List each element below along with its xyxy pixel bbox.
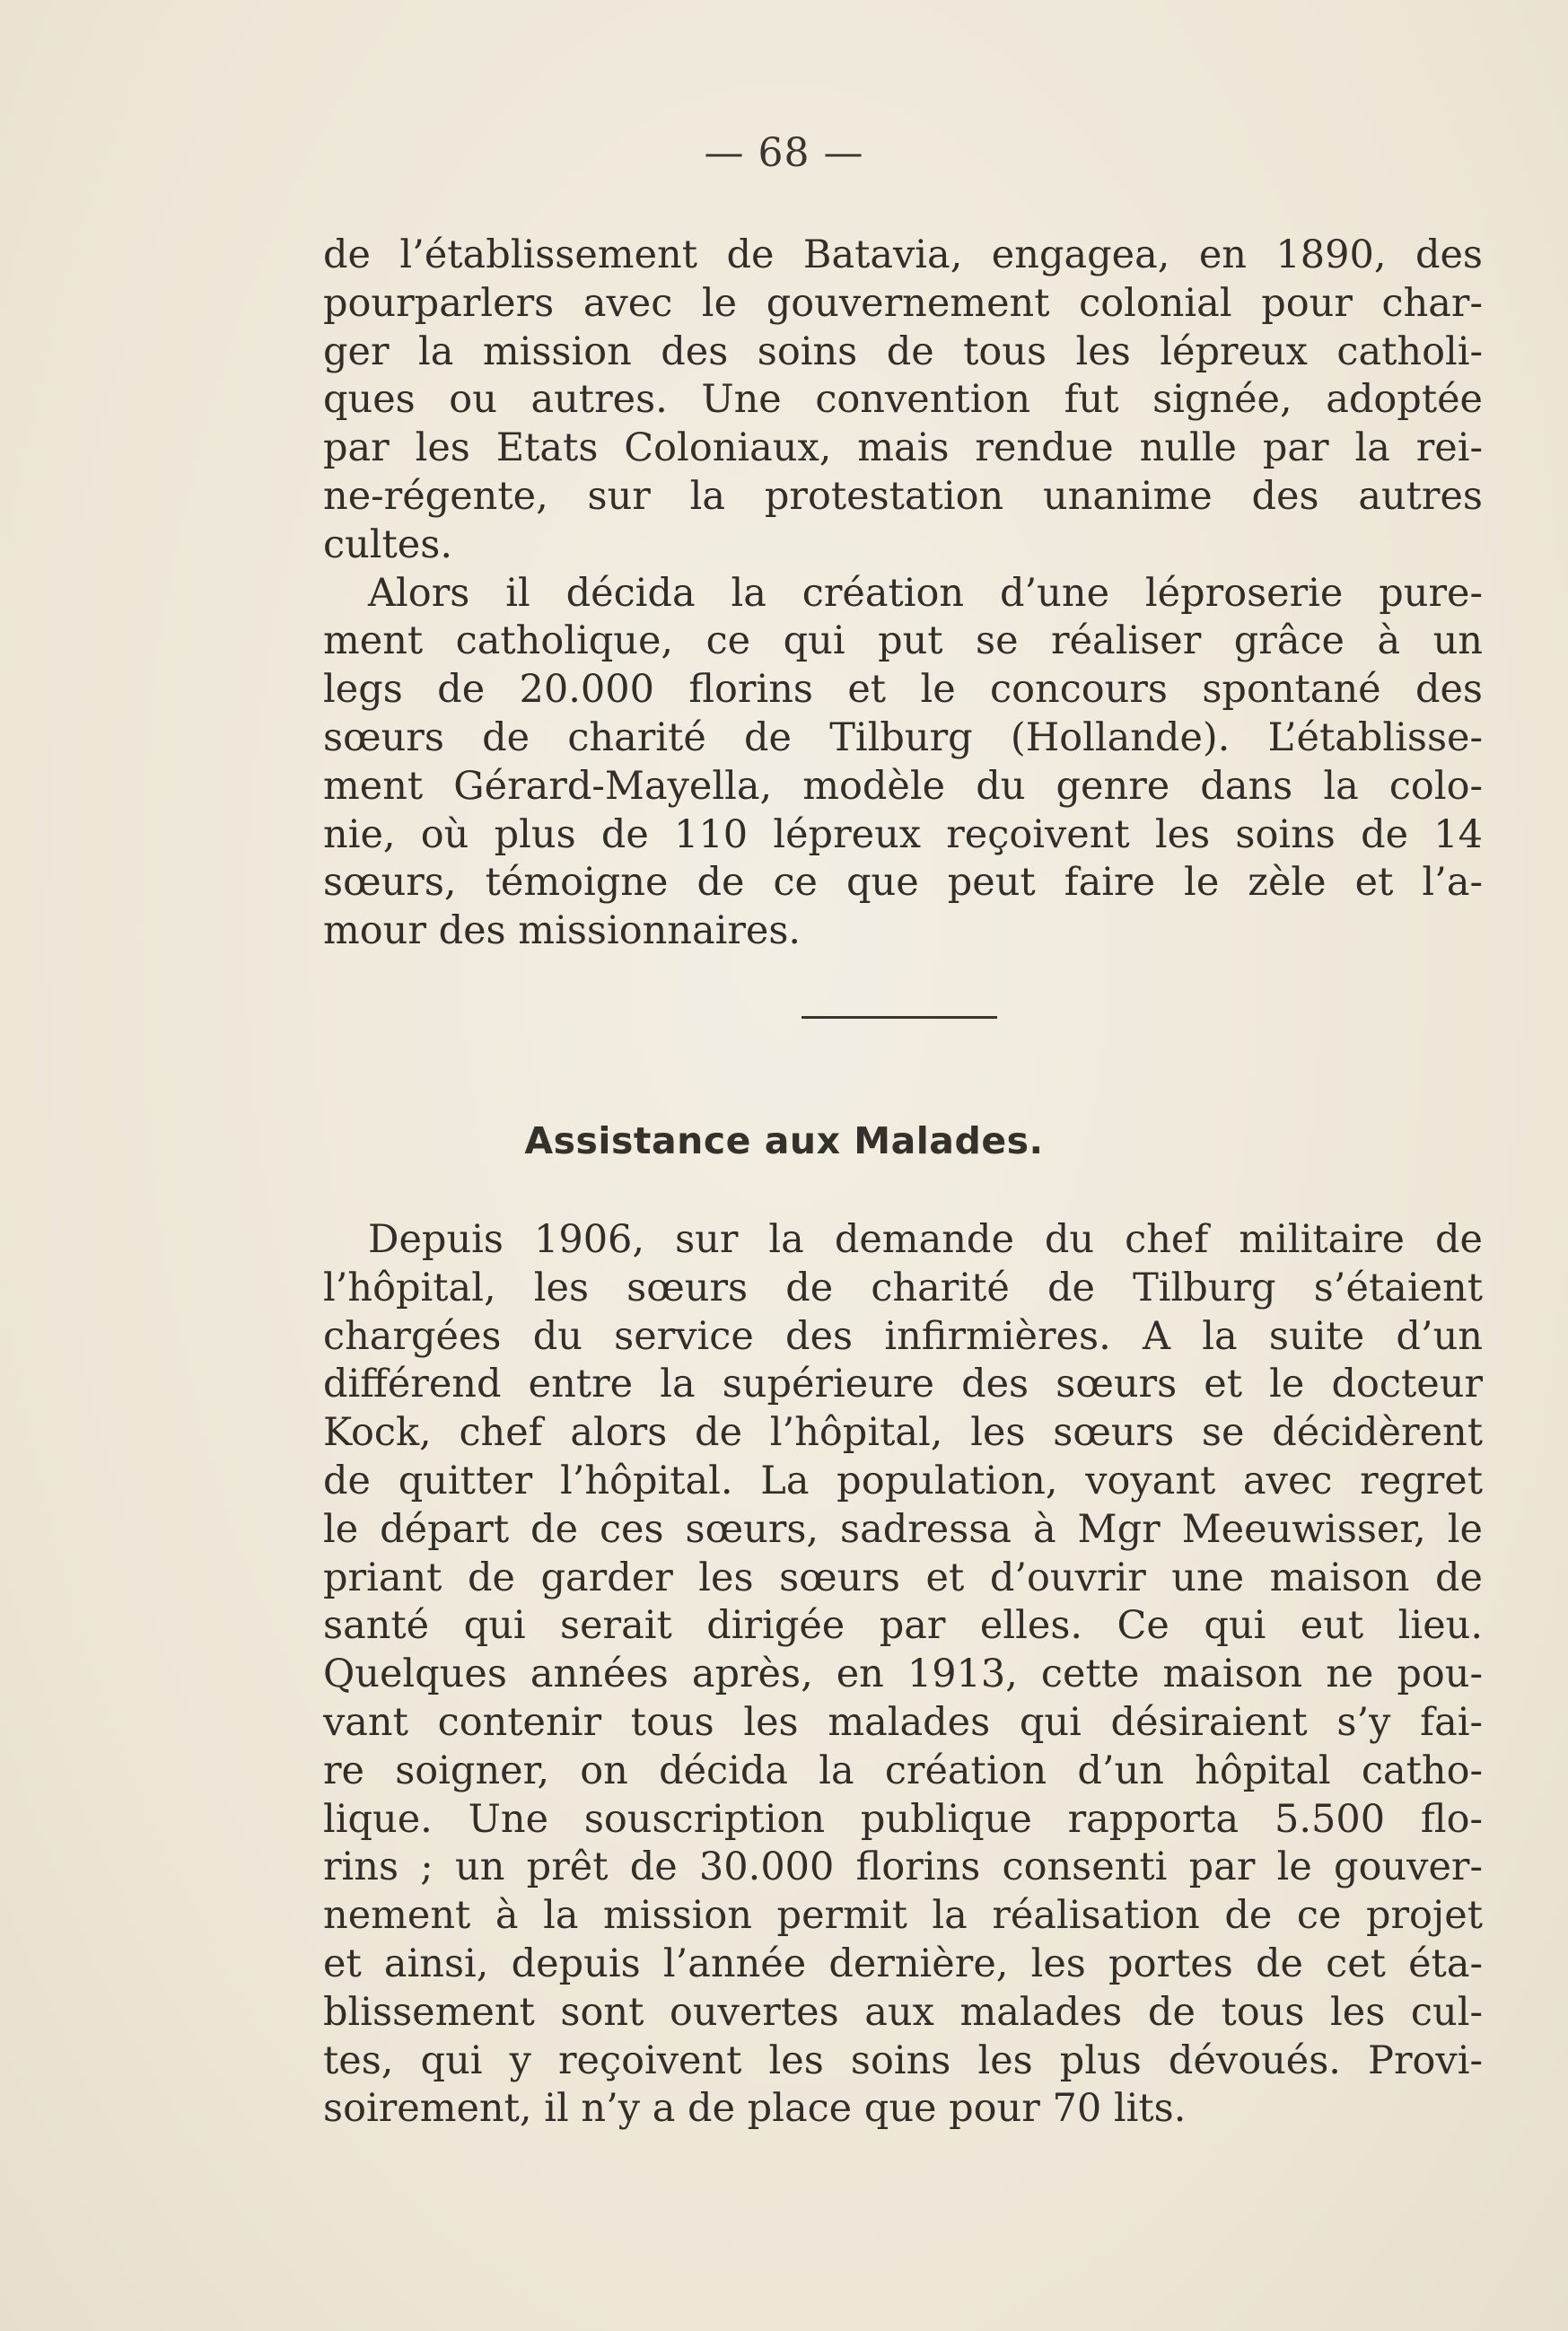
text-line: ment Gérard-Mayella, modèle du genre dans la colo- [323, 763, 1483, 809]
section-heading: Assistance aux Malades. [524, 1119, 1044, 1162]
text-line: priant de garder les sœurs et d’ouvrir une maison de [323, 1555, 1483, 1600]
text-line: nement à la mission permit la réalisation de ce projet [323, 1893, 1483, 1939]
text-line: ne-régente, sur la protestation unanime des autres [323, 473, 1483, 519]
text-line: lique. Une souscription publique rapporta 5.500 flo- [323, 1796, 1483, 1842]
text-line: cultes. [323, 521, 452, 567]
paragraph-leprosy [323, 232, 1483, 956]
text-line: sœurs, témoigne de ce que peut faire le zèle et l’a- [323, 860, 1483, 906]
text-line: pourparlers avec le gouvernement colonial pour char- [323, 280, 1483, 326]
text-line: tes, qui y reçoivent les soins les plus dévoués. Provi- [323, 2037, 1483, 2083]
text-line: soirement, il n’y a de place que pour 70 lits. [323, 2086, 1187, 2132]
text-line: et ainsi, depuis l’année dernière, les portes de cet éta- [323, 1941, 1483, 1986]
text-line: Depuis 1906, sur la demande du chef militaire de [368, 1217, 1483, 1262]
text-line: nie, où plus de 110 lépreux reçoivent les soins de 14 [323, 811, 1483, 857]
paragraph-hospital [323, 1216, 1483, 2134]
text-line: différend entre la supérieure des sœurs et le docteur [323, 1362, 1483, 1407]
text-line: vant contenir tous les malades qui désiraient s’y fai- [323, 1699, 1483, 1745]
section-divider [802, 1016, 997, 1019]
text-line: par les Etats Coloniaux, mais rendue nulle par la rei- [323, 425, 1483, 471]
text-line: blissement sont ouvertes aux malades de tous les cul- [323, 1989, 1483, 2035]
text-line: santé qui serait dirigée par elles. Ce qui eut lieu. [323, 1603, 1483, 1649]
text-line: ger la mission des soins de tous les lépreux catholi- [323, 329, 1483, 374]
text-line: sœurs de charité de Tilburg (Hollande). L’établisse- [323, 714, 1483, 760]
text-line: mour des missionnaires. [323, 908, 802, 954]
text-line: Alors il décida la création d’une léproserie pure- [368, 570, 1483, 616]
text-line: rins ; un prêt de 30.000 florins consenti par le gouver- [323, 1845, 1483, 1890]
text-line: l’hôpital, les sœurs de charité de Tilburg s’étaient [323, 1265, 1483, 1310]
text-line: Kock, chef alors de l’hôpital, les sœurs se décidèrent [323, 1410, 1483, 1456]
text-line: ques ou autres. Une convention fut signée, adoptée [323, 377, 1483, 423]
text-line: Quelques années après, en 1913, cette maison ne pou- [323, 1652, 1483, 1697]
text-line: le départ de ces sœurs, sadressa à Mgr Meeuwisser, le [323, 1506, 1483, 1552]
page-number: — 68 — [704, 130, 864, 176]
text-line: chargées du service des infirmières. A la suite d’un [323, 1313, 1483, 1359]
text-line: de quitter l’hôpital. La population, voyant avec regret [323, 1458, 1483, 1503]
text-line: legs de 20.000 florins et le concours spontané des [323, 667, 1483, 713]
text-line: ment catholique, ce qui put se réaliser grâce à un [323, 618, 1483, 664]
text-line: de l’établissement de Batavia, engagea, en 1890, des [323, 232, 1483, 277]
text-line: re soigner, on décida la création d’un hôpital catho- [323, 1748, 1483, 1793]
